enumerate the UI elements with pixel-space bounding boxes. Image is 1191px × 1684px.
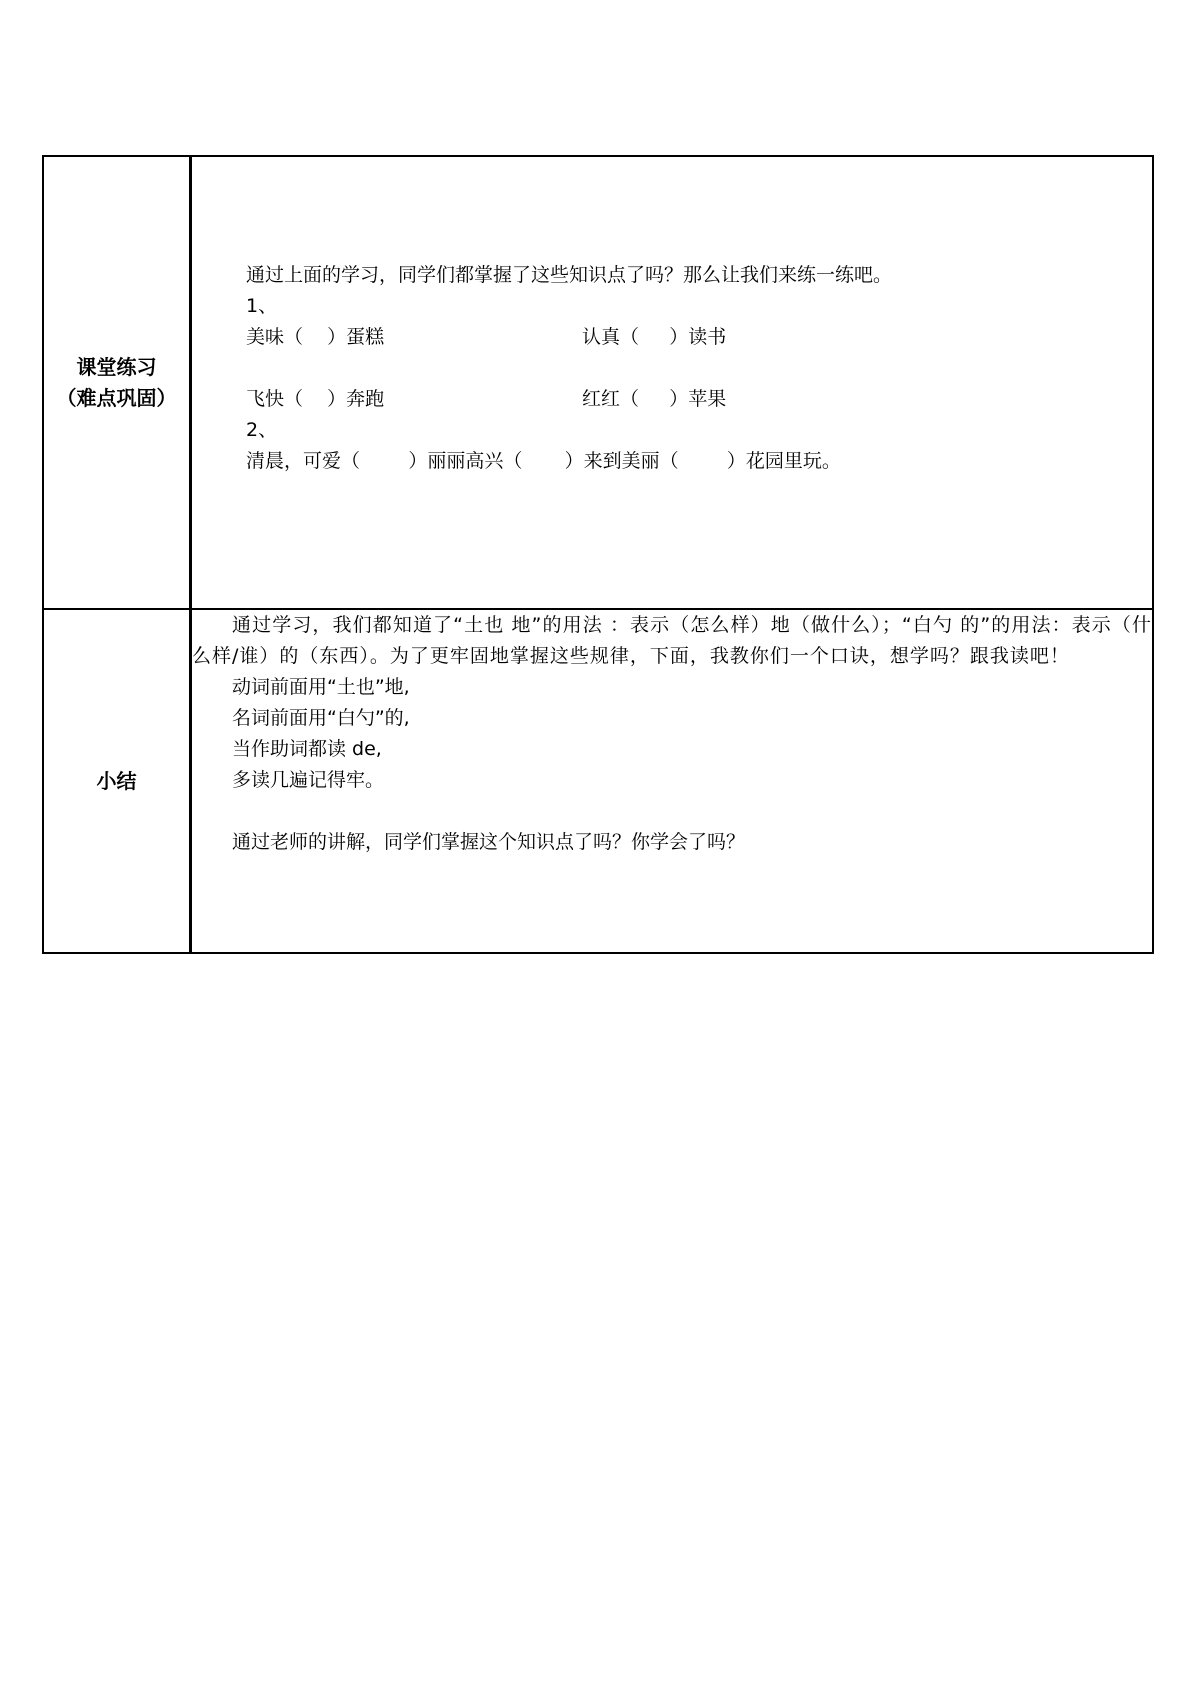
summary-paragraph: 通过学习，我们都知道了“土也 地”的用法 ：表示（怎么样）地（做什么）；“白勺 的”的用法：表示（什么样/谁）的（东西）。为了更牢固地掌握这些规律，下面，我教你们一个口诀，想学吗？跟我读吧！	[192, 614, 1152, 667]
spacer	[192, 796, 1152, 827]
rhyme-line-1: 动词前面用“土也”地,	[232, 676, 410, 698]
practice-block	[192, 157, 1152, 608]
summary-label-cell	[43, 609, 191, 953]
question-2-number: 2、	[246, 419, 278, 441]
lesson-table	[42, 155, 1154, 954]
summary-label: 小结	[96, 768, 137, 793]
practice-label-title: 课堂练习	[76, 354, 157, 379]
question-1-item-c: 飞快（ ）奔跑	[246, 388, 385, 410]
practice-label-subtitle: （难点巩固）	[56, 385, 177, 410]
rhyme-line-4: 多读几遍记得牢。	[232, 769, 385, 791]
summary-content-cell	[191, 609, 1154, 953]
summary-closing: 通过老师的讲解，同学们掌握这个知识点了吗？你学会了吗？	[232, 831, 746, 853]
spacer	[246, 353, 1142, 384]
question-1-item-b: 认真（ ）读书	[582, 326, 727, 348]
practice-row	[43, 156, 1153, 609]
question-1-number: 1、	[246, 295, 278, 317]
summary-row	[43, 609, 1153, 953]
question-1-item-d: 红红（ ）苹果	[582, 388, 727, 410]
practice-content-cell	[191, 156, 1154, 609]
rhyme-line-2: 名词前面用“白勺”的,	[232, 707, 410, 729]
rhyme-line-3: 当作助词都读 de,	[232, 738, 382, 760]
practice-intro: 通过上面的学习，同学们都掌握了这些知识点了吗？那么让我们来练一练吧。	[246, 264, 893, 286]
practice-label-cell	[43, 156, 191, 609]
question-1-row-1	[246, 322, 1142, 353]
question-1-item-a: 美味（ ）蛋糕	[246, 326, 385, 348]
question-1-row-2	[246, 384, 1142, 415]
question-2-sentence: 清晨，可爱（ ）丽丽高兴（ ）来到美丽（ ）花园里玩。	[246, 450, 841, 472]
